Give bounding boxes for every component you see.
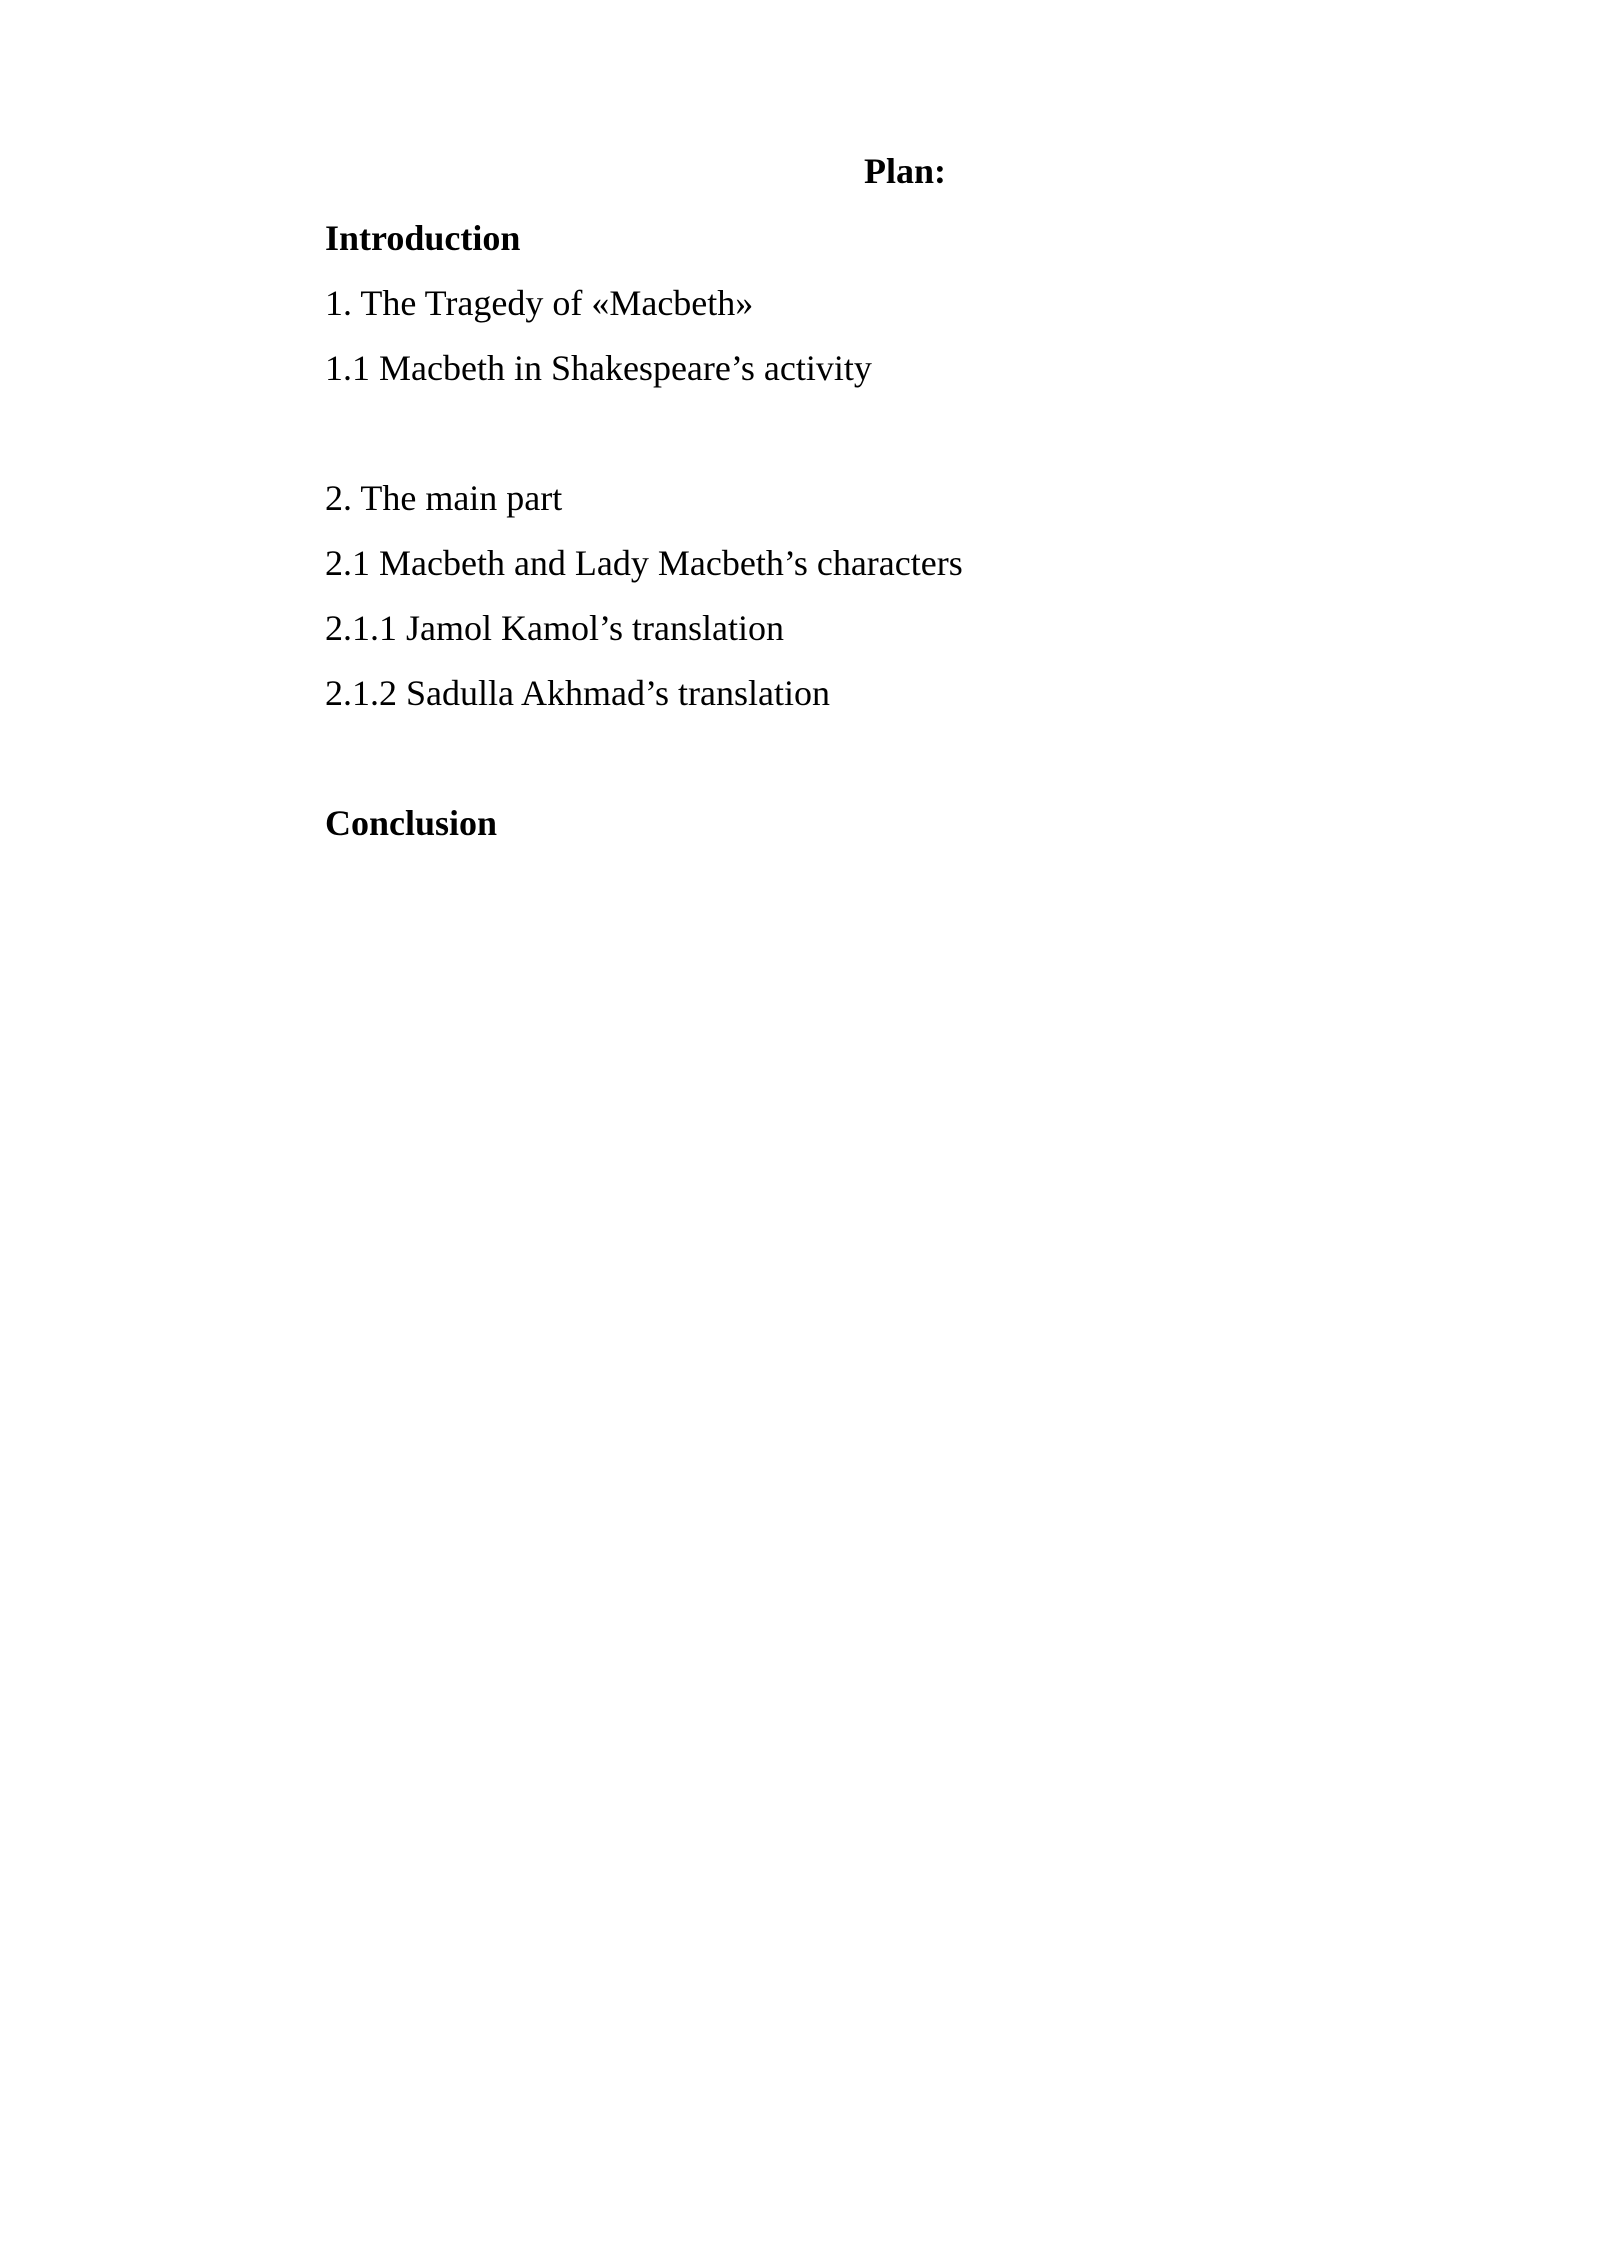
plan-item: 2.1.1 Jamol Kamol’s translation <box>325 608 784 648</box>
plan-title: Plan: <box>864 151 947 191</box>
plan-item: 2. The main part <box>325 478 563 518</box>
plan-item: 1. The Tragedy of «Macbeth» <box>325 283 754 323</box>
plan-item: 2.1 Macbeth and Lady Macbeth’s characters <box>325 543 963 583</box>
plan-item: 1.1 Macbeth in Shakespeare’s activity <box>325 348 872 388</box>
conclusion-heading: Conclusion <box>325 803 498 843</box>
introduction-heading: Introduction <box>325 218 521 258</box>
plan-item: 2.1.2 Sadulla Akhmad’s translation <box>325 673 830 713</box>
